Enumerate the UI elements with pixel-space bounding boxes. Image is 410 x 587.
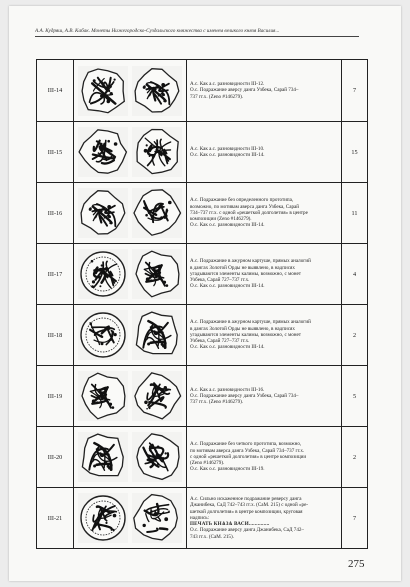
description-line: А.с. Как а.с. разновидности III-12.	[190, 81, 265, 88]
coin-images	[74, 60, 187, 121]
coin-images	[74, 305, 187, 365]
table-row	[37, 60, 367, 121]
coin-reverse-image	[132, 371, 182, 421]
table-row	[37, 304, 367, 365]
description-line: Узбека, Сарай 727–737 гг.х.	[190, 338, 250, 345]
description-line: А.с. Подражание в ажурном картуше, прямых аналогий	[190, 319, 311, 326]
description-line: Узбека, Сарай 727–737 гг.х.	[190, 277, 250, 284]
specimen-count: 7	[352, 514, 357, 522]
description-line: композиции (Zeno #146279).	[190, 216, 252, 223]
specimen-count: 5	[352, 392, 357, 400]
coin-reverse-image	[132, 66, 182, 116]
description-line: в дангах Золотой Орды не выявлено, в надписях	[190, 264, 295, 271]
specimen-count: 7	[352, 87, 357, 94]
description-line: Джанибека, СаД 742–743 гг.х. (СаМ. 215) с одной «ре-	[190, 502, 309, 509]
variant-id: III-20	[37, 427, 74, 487]
description-line: 737 гг.х. (Zeno #146279).	[190, 93, 244, 100]
coin-reverse-image	[132, 188, 182, 238]
table-row	[37, 426, 367, 487]
coin-images	[74, 366, 187, 426]
variant-id: III-15	[37, 122, 74, 182]
variant-id: III-17	[37, 244, 74, 304]
coin-obverse-image	[78, 493, 128, 543]
specimen-count: 2	[352, 331, 357, 339]
coin-reverse-image	[132, 310, 182, 360]
page-number: 275	[348, 558, 365, 570]
description-line: А.с. Подражание без четкого прототипа, возможно,	[190, 441, 302, 448]
coin-images	[74, 183, 187, 243]
variant-id: III-19	[37, 366, 74, 426]
specimen-count: 15	[351, 148, 358, 156]
variant-id: III-18	[37, 305, 74, 365]
variant-description	[187, 183, 342, 243]
description-line: 737 гг.х. (Zeno #146279).	[190, 399, 244, 406]
description-line: (Zeno #146279).	[190, 460, 225, 467]
coin-obverse-image	[78, 310, 128, 360]
variant-description	[187, 427, 342, 487]
description-line: О.с. Как о.с. разновидности III-14.	[190, 344, 265, 351]
coin-obverse-image	[78, 371, 128, 421]
description-line: по мотивам аверса данга Узбека, Сарай 734–737 гг.х.	[190, 447, 305, 454]
running-header: А.А. Кудряш, А.В. Кабак. Монеты Нижегородско-Суздальского княжества с именем великого князя Василия...	[35, 28, 359, 37]
table-row	[37, 365, 367, 426]
coin-images	[74, 122, 187, 182]
variant-description	[187, 60, 342, 121]
variant-description	[187, 366, 342, 426]
coin-variants-table	[36, 59, 368, 549]
variant-description	[187, 305, 342, 365]
description-line: О.с. Как о.с. разновидности III-14.	[190, 152, 265, 158]
description-line: О.с. Подражание аверсу данга Джанибека, СаД 742–	[190, 527, 304, 534]
description-line: надпись:	[190, 514, 210, 521]
description-line: О.с. Как о.с. разновидности III-14.	[190, 222, 265, 229]
description-line: угадываются элементы калимы, возможно, с монет	[190, 270, 301, 277]
specimen-count: 4	[352, 270, 357, 278]
coin-images	[74, 244, 187, 304]
description-line: 743 гг.х. (СаМ. 215).	[190, 533, 234, 540]
specimen-count: 2	[352, 453, 357, 461]
coin-obverse-image	[78, 432, 128, 482]
description-line: шеткой долголетия» в центре композиции, круговая	[190, 508, 303, 515]
coin-images	[74, 427, 187, 487]
coin-reverse-image	[132, 249, 182, 299]
variant-description	[187, 488, 342, 548]
description-line: О.с. Подражание аверсу данга Узбека, Сарай 734–	[190, 392, 299, 399]
description-line: А.с. Как а.с. разновидности III-16.	[190, 386, 265, 393]
coin-obverse-image	[78, 127, 128, 177]
description-line: с одной «решеткой долголетия» в центре композиции	[190, 453, 307, 460]
table-row	[37, 182, 367, 243]
description-line: А.с. Сильно искаженное подражание реверсу данга	[190, 496, 302, 503]
variant-id: III-16	[37, 183, 74, 243]
coin-obverse-image	[78, 188, 128, 238]
description-line: А.с. Подражание в ажурном картуше, прямых аналогий	[190, 258, 311, 265]
coin-obverse-image	[78, 66, 128, 116]
description-line: 734–737 гг.х. с одной «решеткой долголетия» в центре	[190, 209, 308, 216]
specimen-count: 11	[351, 209, 358, 217]
coin-reverse-image	[132, 127, 182, 177]
coin-images	[74, 488, 187, 548]
variant-id: III-21	[37, 488, 74, 548]
coin-obverse-image	[78, 249, 128, 299]
description-line: О.с. Как о.с. разновидности III-14.	[190, 283, 265, 290]
description-line: О.с. Подражание аверсу данга Узбека, Сарай 734–	[190, 87, 299, 94]
table-row	[37, 243, 367, 304]
description-line: А.с. Как а.с. разновидности III-10.	[190, 145, 265, 152]
variant-id: III-14	[37, 60, 74, 121]
table-row	[37, 487, 367, 548]
variant-description	[187, 122, 342, 182]
coin-reverse-image	[132, 432, 182, 482]
description-line: О.с. Как о.с. разновидности III-19.	[190, 466, 265, 473]
description-line: угадываются элементы калимы, возможно, с монет	[190, 331, 301, 338]
description-line: возможно, по мотивам аверса данга Узбека, Сарай	[190, 203, 299, 210]
description-line: А.с. Подражание без определенного прототипа,	[190, 197, 294, 204]
coin-reverse-image	[132, 493, 182, 543]
description-line: ПЕЧАТЬ КНѦЗѦ ВАСИ..............	[190, 521, 270, 528]
variant-description	[187, 244, 342, 304]
description-line: в дангах Золотой Орды не выявлено, в надписях	[190, 325, 295, 332]
table-row	[37, 121, 367, 182]
book-page	[9, 6, 401, 581]
